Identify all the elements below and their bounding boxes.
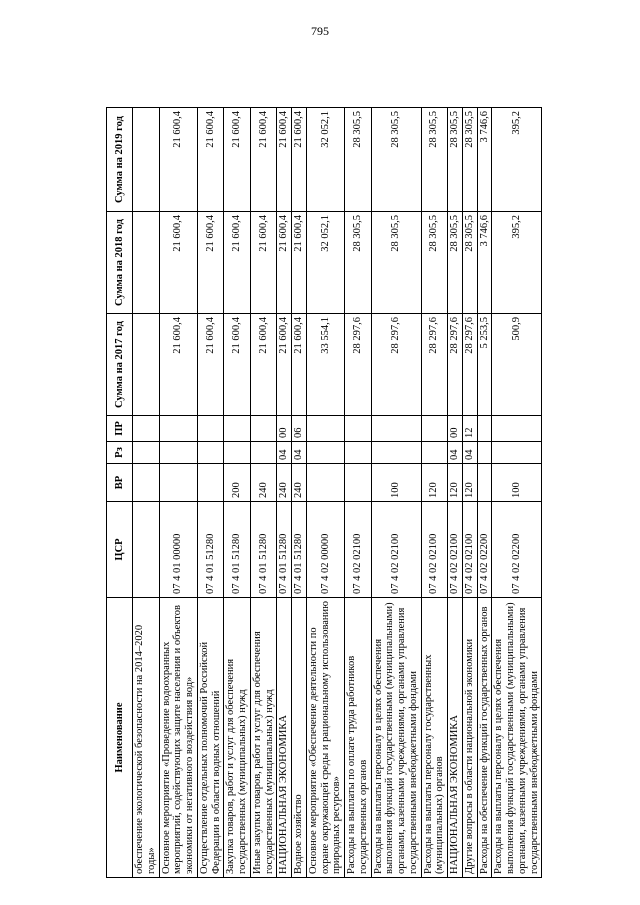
cell-sum-2018: 28 305,5 — [371, 212, 421, 314]
cell-vr: 200 — [224, 464, 251, 502]
cell-name: НАЦИОНАЛЬНАЯ ЭКОНОМИКА — [277, 598, 292, 878]
cell-name: Расходы на выплаты по оплате труда работников государственных органов — [345, 598, 372, 878]
cell-pr — [477, 416, 492, 442]
cell-name: Закупка товаров, работ и услуг для обеспечения государственных (муниципальных) нужд — [224, 598, 251, 878]
cell-vr: 120 — [462, 464, 477, 502]
cell-rz: 04 — [448, 442, 463, 464]
cell-sum-2018: 395,2 — [492, 212, 542, 314]
cell-sum-2017: 28 297,6 — [462, 314, 477, 416]
cell-sum-2018: 21 600,4 — [250, 212, 277, 314]
cell-sum-2017: 33 554,1 — [306, 314, 344, 416]
header-pr: ПР — [107, 416, 133, 442]
cell-pr — [421, 416, 448, 442]
cell-sum-2018: 32 052,1 — [306, 212, 344, 314]
cell-vr — [159, 464, 197, 502]
cell-name: Осуществление отдельных полномочий Российской Федерации в области водных отношений — [197, 598, 224, 878]
cell-name: Основное мероприятие «Обеспечение деятельности по охране окружающей среды и рациональному использованию природных ресурсов» — [306, 598, 344, 878]
cell-sum-2019: 28 305,5 — [448, 108, 463, 212]
table-row — [421, 108, 448, 878]
cell-sum-2019: 21 600,4 — [250, 108, 277, 212]
table-row — [159, 108, 197, 878]
cell-csr: 07 4 02 02200 — [477, 502, 492, 598]
cell-vr: 120 — [421, 464, 448, 502]
cell-sum-2017: 500,9 — [492, 314, 542, 416]
table-row — [277, 108, 292, 878]
table-row — [292, 108, 307, 878]
header-sum-2018: Сумма на 2018 год — [107, 212, 133, 314]
cell-vr — [306, 464, 344, 502]
cell-sum-2019: 28 305,5 — [371, 108, 421, 212]
cell-name: Расходы на обеспечение функций государственных органов — [477, 598, 492, 878]
header-rz: Рз — [107, 442, 133, 464]
cell-sum-2017: 28 297,6 — [448, 314, 463, 416]
cell-rz — [159, 442, 197, 464]
cell-rz — [250, 442, 277, 464]
cell-rz: 04 — [292, 442, 307, 464]
table-row — [448, 108, 463, 878]
table-row — [477, 108, 492, 878]
cell-pr — [250, 416, 277, 442]
cell-vr — [197, 464, 224, 502]
cell-csr: 07 4 01 51280 — [197, 502, 224, 598]
header-sum-2019: Сумма на 2019 год — [107, 108, 133, 212]
cell-sum-2018: 28 305,5 — [345, 212, 372, 314]
header-vr: ВР — [107, 464, 133, 502]
cell-sum-2018: 28 305,5 — [448, 212, 463, 314]
cell-sum-2019: 21 600,4 — [197, 108, 224, 212]
cell-csr: 07 4 01 51280 — [292, 502, 307, 598]
cell-sum-2017: 21 600,4 — [292, 314, 307, 416]
cell-vr: 240 — [250, 464, 277, 502]
cell-sum-2019: 395,2 — [492, 108, 542, 212]
cell-pr: 12 — [462, 416, 477, 442]
cell-sum-2017: 21 600,4 — [250, 314, 277, 416]
cell-rz: 04 — [277, 442, 292, 464]
cell-rz — [371, 442, 421, 464]
cell-rz — [477, 442, 492, 464]
page-number: 795 — [311, 24, 329, 38]
cell-name: Основное мероприятие «Проведение водоохранных мероприятий, содействующих защите населения и объектов экономики от негативного воздействия вод» — [159, 598, 197, 878]
cell-sum-2017: 21 600,4 — [277, 314, 292, 416]
cell-csr: 07 4 01 00000 — [159, 502, 197, 598]
cell-sum-2017 — [133, 314, 160, 416]
header-name: Наименование — [107, 598, 133, 878]
cell-sum-2017: 5 253,5 — [477, 314, 492, 416]
cell-csr: 07 4 01 51280 — [250, 502, 277, 598]
cell-sum-2019: 28 305,5 — [421, 108, 448, 212]
table-row — [250, 108, 277, 878]
rotated-table-container — [106, 108, 540, 878]
cell-sum-2018: 21 600,4 — [224, 212, 251, 314]
header-sum-2017: Сумма на 2017 год — [107, 314, 133, 416]
cell-vr: 240 — [277, 464, 292, 502]
cell-csr: 07 4 01 51280 — [277, 502, 292, 598]
cell-sum-2019: 21 600,4 — [292, 108, 307, 212]
cell-rz — [306, 442, 344, 464]
cell-sum-2019: 3 746,6 — [477, 108, 492, 212]
cell-vr: 240 — [292, 464, 307, 502]
cell-csr — [133, 502, 160, 598]
cell-name: Расходы на выплаты персоналу в целях обеспечения выполнения функций государственными (муниципальными) органами, казенными учреждениями, органами управления государственными внебюджетными фондами — [492, 598, 542, 878]
cell-vr: 120 — [448, 464, 463, 502]
cell-sum-2018: 21 600,4 — [277, 212, 292, 314]
cell-rz — [133, 442, 160, 464]
cell-name: Иные закупки товаров, работ и услуг для обеспечения государственных (муниципальных) нужд — [250, 598, 277, 878]
cell-name: НАЦИОНАЛЬНАЯ ЭКОНОМИКА — [448, 598, 463, 878]
cell-csr: 07 4 02 02200 — [492, 502, 542, 598]
cell-name: Расходы на выплаты персоналу в целях обеспечения выполнения функций государственными (муниципальными) органами, казенными учреждениями, органами управления государственными внебюджетными фондами — [371, 598, 421, 878]
cell-csr: 07 4 02 00000 — [306, 502, 344, 598]
table-row — [462, 108, 477, 878]
cell-pr — [345, 416, 372, 442]
cell-sum-2019: 32 052,1 — [306, 108, 344, 212]
cell-sum-2019: 28 305,5 — [345, 108, 372, 212]
cell-sum-2019: 21 600,4 — [277, 108, 292, 212]
cell-rz: 04 — [462, 442, 477, 464]
cell-csr: 07 4 02 02100 — [462, 502, 477, 598]
cell-vr — [477, 464, 492, 502]
cell-sum-2018: 28 305,5 — [462, 212, 477, 314]
cell-pr — [159, 416, 197, 442]
cell-sum-2017: 28 297,6 — [371, 314, 421, 416]
cell-name: Другие вопросы в области национальной экономики — [462, 598, 477, 878]
cell-sum-2019: 28 305,5 — [462, 108, 477, 212]
cell-sum-2017: 28 297,6 — [421, 314, 448, 416]
cell-pr — [492, 416, 542, 442]
cell-pr: 00 — [448, 416, 463, 442]
cell-sum-2017: 28 297,6 — [345, 314, 372, 416]
cell-pr: 00 — [277, 416, 292, 442]
cell-name: обеспечение экологической безопасности на 2014–2020 годы» — [133, 598, 160, 878]
cell-name: Водное хозяйство — [292, 598, 307, 878]
cell-csr: 07 4 02 02100 — [371, 502, 421, 598]
cell-sum-2019: 21 600,4 — [224, 108, 251, 212]
cell-sum-2018: 21 600,4 — [159, 212, 197, 314]
cell-sum-2017: 21 600,4 — [197, 314, 224, 416]
cell-sum-2018 — [133, 212, 160, 314]
cell-name: Расходы на выплаты персоналу государственных (муниципальных) органов — [421, 598, 448, 878]
cell-sum-2019 — [133, 108, 160, 212]
table-row — [492, 108, 542, 878]
cell-csr: 07 4 02 02100 — [448, 502, 463, 598]
cell-csr: 07 4 02 02100 — [421, 502, 448, 598]
cell-sum-2018: 28 305,5 — [421, 212, 448, 314]
cell-pr — [371, 416, 421, 442]
cell-rz — [492, 442, 542, 464]
cell-csr: 07 4 01 51280 — [224, 502, 251, 598]
cell-sum-2018: 21 600,4 — [292, 212, 307, 314]
table-row — [133, 108, 160, 878]
table-row — [224, 108, 251, 878]
header-csr: ЦСР — [107, 502, 133, 598]
table-row — [371, 108, 421, 878]
cell-rz — [224, 442, 251, 464]
cell-sum-2018: 3 746,6 — [477, 212, 492, 314]
table-header-row — [107, 108, 133, 878]
cell-pr — [306, 416, 344, 442]
cell-pr — [224, 416, 251, 442]
cell-pr: 06 — [292, 416, 307, 442]
cell-rz — [345, 442, 372, 464]
cell-sum-2019: 21 600,4 — [159, 108, 197, 212]
cell-sum-2018: 21 600,4 — [197, 212, 224, 314]
cell-rz — [197, 442, 224, 464]
cell-vr — [133, 464, 160, 502]
table-row — [197, 108, 224, 878]
cell-pr — [197, 416, 224, 442]
cell-sum-2017: 21 600,4 — [224, 314, 251, 416]
table-row — [306, 108, 344, 878]
cell-rz — [421, 442, 448, 464]
cell-csr: 07 4 02 02100 — [345, 502, 372, 598]
cell-vr: 100 — [492, 464, 542, 502]
table-row — [345, 108, 372, 878]
budget-table — [106, 107, 542, 878]
cell-pr — [133, 416, 160, 442]
cell-sum-2017: 21 600,4 — [159, 314, 197, 416]
cell-vr — [345, 464, 372, 502]
cell-vr: 100 — [371, 464, 421, 502]
